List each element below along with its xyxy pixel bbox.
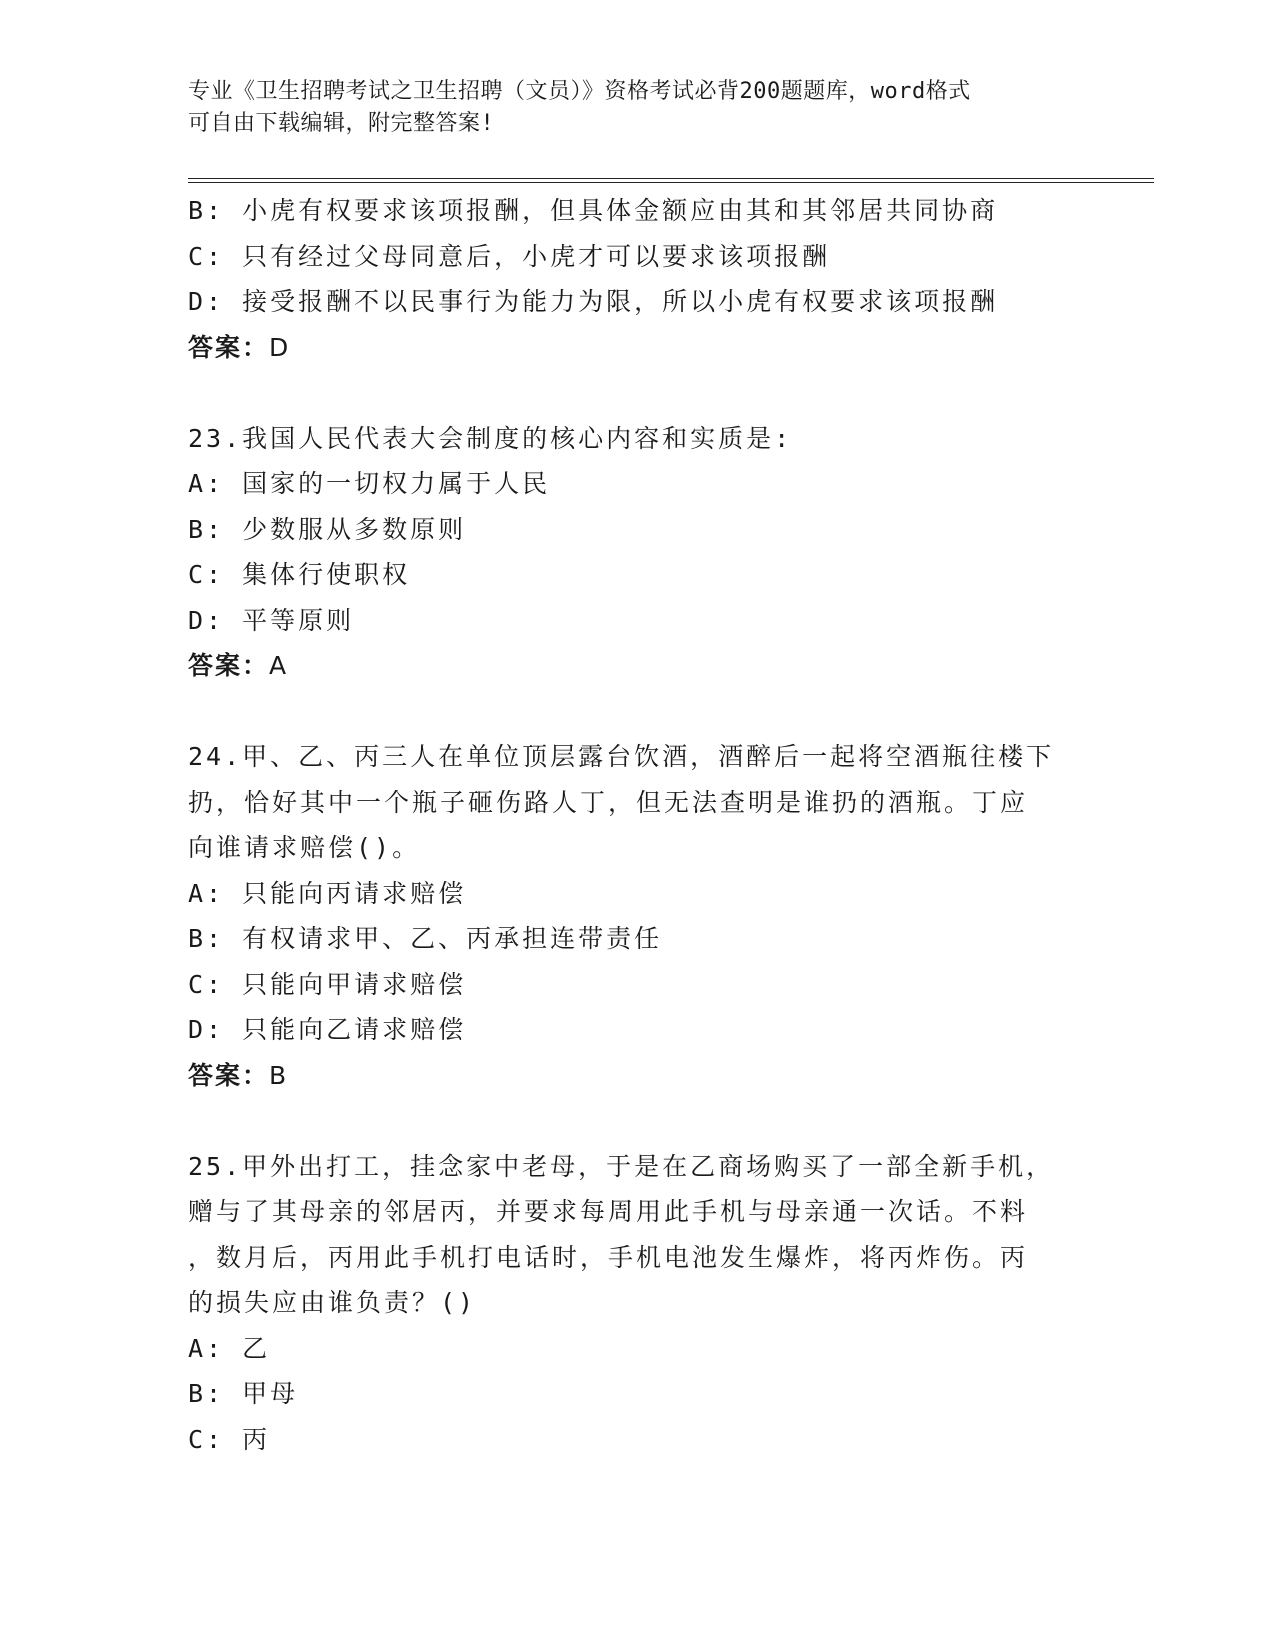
- header-divider: [188, 178, 1154, 183]
- answer-value: D: [269, 332, 289, 362]
- question-stem-line-1: 24.甲、乙、丙三人在单位顶层露台饮酒，酒醉后一起将空酒瓶往楼下: [188, 742, 1055, 771]
- question-block-25: [188, 1144, 1088, 1463]
- option-b: B: 有权请求甲、乙、丙承担连带责任: [188, 924, 663, 953]
- option-b: B: 小虎有权要求该项报酬，但具体金额应由其和其邻居共同协商: [188, 196, 999, 225]
- option-c: C: 丙: [188, 1424, 271, 1454]
- option-b: B: 甲母: [188, 1379, 299, 1408]
- answer-value: B: [269, 1060, 287, 1090]
- question-stem-line-4: 的损失应由谁负责？(): [188, 1288, 477, 1317]
- question-stem-line-1: 25.甲外出打工，挂念家中老母，于是在乙商场购买了一部全新手机，: [188, 1151, 1055, 1181]
- spacer: [188, 370, 1088, 416]
- answer-label: 答案：: [188, 1060, 270, 1090]
- question-block-23: [188, 416, 1088, 689]
- question-stem: 23.我国人民代表大会制度的核心内容和实质是:: [188, 423, 793, 453]
- question-stem-line-3: 向谁请求赔偿()。: [188, 833, 421, 862]
- question-block-22: [188, 188, 1088, 370]
- answer-line: [188, 643, 1088, 689]
- answer-line: [188, 325, 1088, 371]
- answer-value: A: [269, 651, 287, 680]
- document-header: [188, 76, 1068, 140]
- header-line-2: 可自由下载编辑，附完整答案!: [188, 111, 495, 136]
- question-stem-line-2: 扔，恰好其中一个瓶子砸伤路人丁，但无法查明是谁扔的酒瓶。丁应: [188, 787, 1029, 817]
- answer-label: 答案：: [188, 651, 270, 680]
- option-a: A: 乙: [188, 1333, 271, 1363]
- option-b: B: 少数服从多数原则: [188, 514, 467, 544]
- option-d: D: 平等原则: [188, 605, 355, 635]
- option-a: A: 只能向丙请求赔偿: [188, 878, 467, 908]
- spacer: [188, 689, 1088, 735]
- question-stem-line-3: ，数月后，丙用此手机打电话时，手机电池发生爆炸，将丙炸伤。丙: [188, 1242, 1029, 1272]
- option-c: C: 只能向甲请求赔偿: [188, 969, 467, 999]
- question-stem-line-2: 赠与了其母亲的邻居丙，并要求每周用此手机与母亲通一次话。不料: [188, 1197, 1029, 1226]
- answer-label: 答案：: [188, 332, 270, 362]
- answer-line: [188, 1053, 1088, 1099]
- option-d: D: 只能向乙请求赔偿: [188, 1015, 467, 1044]
- option-a: A: 国家的一切权力属于人民: [188, 469, 551, 498]
- option-c: C: 集体行使职权: [188, 560, 411, 589]
- header-line-1: 专业《卫生招聘考试之卫生招聘（文员）》资格考试必背200题题库，word格式: [188, 79, 971, 104]
- option-d: D: 接受报酬不以民事行为能力为限，所以小虎有权要求该项报酬: [188, 287, 999, 316]
- spacer: [188, 1098, 1088, 1144]
- option-c: C: 只有经过父母同意后，小虎才可以要求该项报酬: [188, 241, 831, 271]
- question-list: [188, 188, 1088, 1462]
- question-block-24: [188, 734, 1088, 1098]
